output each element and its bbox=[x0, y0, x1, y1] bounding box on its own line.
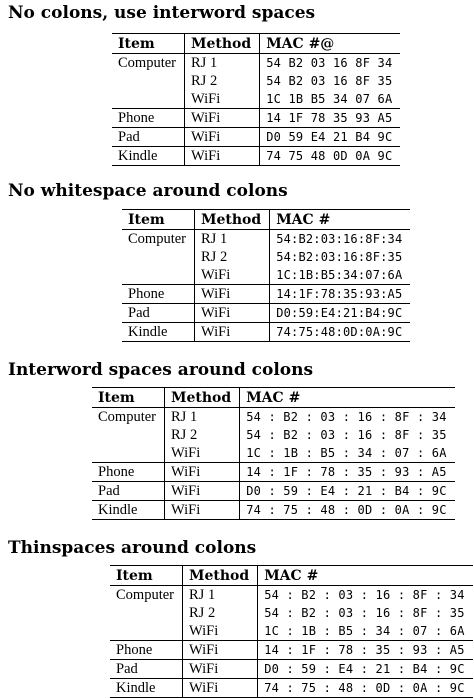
cell-method: WiFi bbox=[183, 622, 258, 641]
table-row bbox=[122, 266, 410, 285]
cell-mac: 1C : 1B : B5 : 34 : 07 : 6A bbox=[246, 446, 447, 460]
cell-item bbox=[112, 90, 185, 109]
cell-item: Computer bbox=[112, 54, 185, 73]
column-header-method: Method bbox=[183, 566, 258, 586]
cell-item: Kindle bbox=[92, 501, 165, 520]
cell-method: WiFi bbox=[185, 90, 260, 109]
cell-method: RJ 1 bbox=[185, 54, 260, 73]
table-row bbox=[112, 54, 400, 73]
mac-table bbox=[122, 209, 410, 342]
cell-item: Pad bbox=[122, 304, 195, 323]
column-header-item: Item bbox=[122, 210, 195, 230]
cell-item bbox=[122, 248, 195, 266]
cell-method: RJ 2 bbox=[195, 248, 270, 266]
cell-mac: 54 B2 03 16 8F 34 bbox=[266, 56, 393, 70]
cell-mac: 54 B2 03 16 8F 35 bbox=[266, 74, 393, 88]
table-row bbox=[110, 679, 473, 698]
table-row bbox=[110, 622, 473, 641]
cell-mac: 54:B2:03:16:8F:35 bbox=[276, 250, 403, 264]
table-row bbox=[110, 604, 473, 622]
table-row bbox=[92, 463, 455, 482]
column-header-mac: MAC #@ bbox=[266, 35, 335, 52]
section-title: Thinspaces around colons bbox=[8, 538, 257, 558]
cell-mac: 54 : B2 : 03 : 16 : 8F : 34 bbox=[264, 588, 465, 602]
table-header-row bbox=[112, 34, 400, 54]
cell-item: Computer bbox=[92, 408, 165, 427]
cell-mac: 74:75:48:0D:0A:9C bbox=[276, 325, 403, 339]
column-header-item: Item bbox=[92, 388, 165, 408]
cell-method: WiFi bbox=[195, 266, 270, 285]
table-row bbox=[112, 72, 400, 90]
table-row bbox=[122, 285, 410, 304]
cell-mac: D0 59 E4 21 B4 9C bbox=[266, 130, 393, 144]
cell-item bbox=[110, 622, 183, 641]
mac-table bbox=[92, 387, 455, 520]
table-row bbox=[92, 501, 455, 520]
cell-method: RJ 1 bbox=[183, 586, 258, 605]
cell-method: WiFi bbox=[185, 109, 260, 128]
table-row bbox=[92, 482, 455, 501]
cell-item: Phone bbox=[92, 463, 165, 482]
table-header-row bbox=[122, 210, 410, 230]
cell-item: Pad bbox=[110, 660, 183, 679]
cell-item: Phone bbox=[110, 641, 183, 660]
table-header-row bbox=[92, 388, 455, 408]
table-row bbox=[112, 128, 400, 147]
table-row bbox=[122, 323, 410, 342]
column-header-method: Method bbox=[195, 210, 270, 230]
table-row bbox=[122, 248, 410, 266]
cell-item: Pad bbox=[112, 128, 185, 147]
column-header-mac: MAC # bbox=[264, 567, 319, 584]
cell-method: WiFi bbox=[165, 501, 240, 520]
cell-method: RJ 1 bbox=[195, 230, 270, 249]
section-title: Interword spaces around colons bbox=[8, 360, 314, 380]
cell-item: Pad bbox=[92, 482, 165, 501]
cell-mac: 74 : 75 : 48 : 0D : 0A : 9C bbox=[264, 681, 465, 695]
table-row bbox=[122, 304, 410, 323]
cell-method: WiFi bbox=[185, 147, 260, 166]
cell-mac: 14 1F 78 35 93 A5 bbox=[266, 111, 393, 125]
cell-mac: 54 : B2 : 03 : 16 : 8F : 34 bbox=[246, 410, 447, 424]
cell-mac: 14:1F:78:35:93:A5 bbox=[276, 287, 403, 301]
cell-item bbox=[92, 444, 165, 463]
cell-item: Phone bbox=[112, 109, 185, 128]
cell-method: WiFi bbox=[195, 285, 270, 304]
cell-method: WiFi bbox=[165, 482, 240, 501]
cell-method: WiFi bbox=[165, 463, 240, 482]
cell-item: Phone bbox=[122, 285, 195, 304]
table-row bbox=[122, 230, 410, 249]
table-row bbox=[92, 426, 455, 444]
cell-method: RJ 1 bbox=[165, 408, 240, 427]
cell-method: WiFi bbox=[183, 641, 258, 660]
cell-mac: D0 : 59 : E4 : 21 : B4 : 9C bbox=[246, 484, 447, 498]
mac-table bbox=[112, 33, 400, 166]
cell-item bbox=[92, 426, 165, 444]
cell-mac: 74 : 75 : 48 : 0D : 0A : 9C bbox=[246, 503, 447, 517]
table-row bbox=[92, 408, 455, 427]
column-header-method: Method bbox=[165, 388, 240, 408]
cell-mac: 54 : B2 : 03 : 16 : 8F : 35 bbox=[246, 428, 447, 442]
cell-mac: 14 : 1F : 78 : 35 : 93 : A5 bbox=[246, 465, 447, 479]
cell-item bbox=[122, 266, 195, 285]
table-row bbox=[110, 660, 473, 679]
cell-method: WiFi bbox=[195, 304, 270, 323]
cell-method: WiFi bbox=[185, 128, 260, 147]
table-row bbox=[112, 90, 400, 109]
cell-method: RJ 2 bbox=[183, 604, 258, 622]
column-header-item: Item bbox=[110, 566, 183, 586]
cell-method: WiFi bbox=[195, 323, 270, 342]
cell-item: Kindle bbox=[122, 323, 195, 342]
section-title: No colons, use interword spaces bbox=[8, 3, 316, 23]
cell-item bbox=[110, 604, 183, 622]
cell-mac: 54 : B2 : 03 : 16 : 8F : 35 bbox=[264, 606, 465, 620]
cell-mac: 1C : 1B : B5 : 34 : 07 : 6A bbox=[264, 624, 465, 638]
cell-method: RJ 2 bbox=[185, 72, 260, 90]
cell-item: Computer bbox=[122, 230, 195, 249]
cell-method: WiFi bbox=[183, 660, 258, 679]
table-row bbox=[112, 109, 400, 128]
cell-method: RJ 2 bbox=[165, 426, 240, 444]
table-row bbox=[110, 641, 473, 660]
table-row bbox=[92, 444, 455, 463]
section-title: No whitespace around colons bbox=[8, 181, 288, 201]
mac-table bbox=[110, 565, 473, 698]
cell-method: WiFi bbox=[165, 444, 240, 463]
cell-mac: 1C 1B B5 34 07 6A bbox=[266, 92, 393, 106]
column-header-item: Item bbox=[112, 34, 185, 54]
table-row bbox=[110, 586, 473, 605]
cell-mac: 1C:1B:B5:34:07:6A bbox=[276, 268, 403, 282]
cell-item: Computer bbox=[110, 586, 183, 605]
cell-mac: D0:59:E4:21:B4:9C bbox=[276, 306, 403, 320]
cell-mac: 54:B2:03:16:8F:34 bbox=[276, 232, 403, 246]
cell-method: WiFi bbox=[183, 679, 258, 698]
table-row bbox=[112, 147, 400, 166]
column-header-method: Method bbox=[185, 34, 260, 54]
cell-item: Kindle bbox=[112, 147, 185, 166]
cell-item: Kindle bbox=[110, 679, 183, 698]
cell-item bbox=[112, 72, 185, 90]
cell-mac: D0 : 59 : E4 : 21 : B4 : 9C bbox=[264, 662, 465, 676]
column-header-mac: MAC # bbox=[276, 211, 331, 228]
cell-mac: 74 75 48 0D 0A 9C bbox=[266, 149, 393, 163]
cell-mac: 14 : 1F : 78 : 35 : 93 : A5 bbox=[264, 643, 465, 657]
column-header-mac: MAC # bbox=[246, 389, 301, 406]
table-header-row bbox=[110, 566, 473, 586]
